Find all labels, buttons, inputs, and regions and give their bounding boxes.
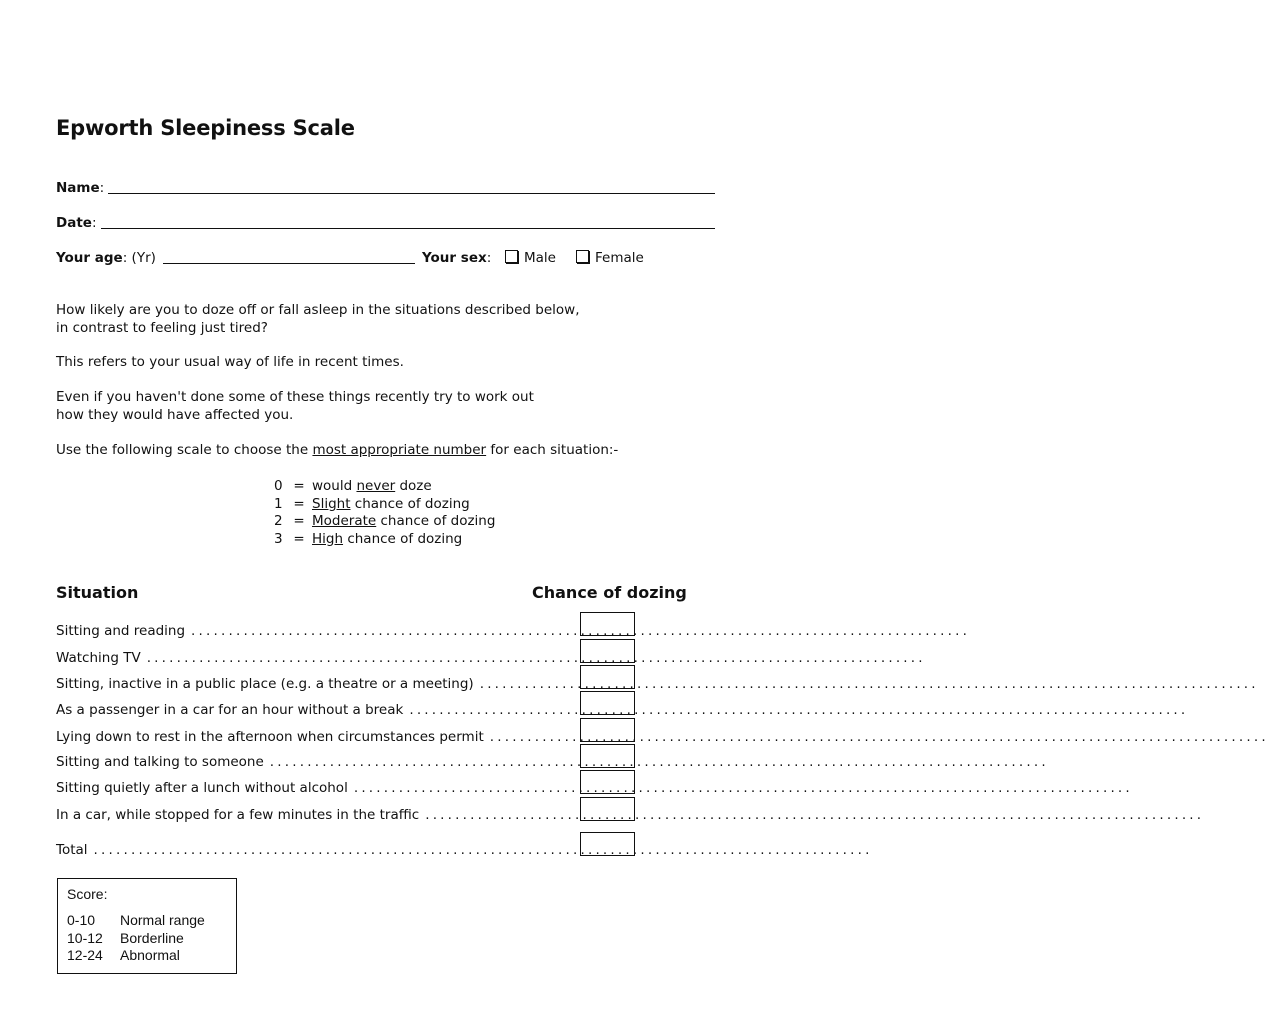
date-field[interactable] xyxy=(101,228,715,229)
scale-row: 2 = Moderate chance of dozing xyxy=(274,513,496,529)
score-range-row: 0-10 Normal range xyxy=(67,912,205,928)
score-input-box[interactable] xyxy=(580,639,635,663)
score-legend-box xyxy=(57,878,237,974)
scale-row: 0 = would never doze xyxy=(274,478,432,494)
name-field[interactable] xyxy=(108,193,715,194)
instruction-paragraph-3: Even if you haven't done some of these things recently try to work out how they would have affected you. xyxy=(56,389,534,423)
situation-header: Situation xyxy=(56,583,139,602)
situation-row: Lying down to rest in the afternoon when circumstances permit ........................................................................................................ xyxy=(56,729,1269,745)
instruction-paragraph-1: How likely are you to doze off or fall asleep in the situations described below, in contrast to feeling just tired? xyxy=(56,302,580,336)
score-input-box[interactable] xyxy=(580,797,635,821)
sex-option-female[interactable]: Female xyxy=(576,250,644,266)
age-field[interactable] xyxy=(163,263,415,264)
instruction-paragraph-4: Use the following scale to choose the most appropriate number for each situation:- xyxy=(56,442,619,458)
situation-row: Sitting and talking to someone ........................................................................................................ xyxy=(56,754,1049,770)
age-label: Your age: (Yr) xyxy=(56,250,156,266)
score-input-box[interactable] xyxy=(580,691,635,715)
score-input-box[interactable] xyxy=(580,665,635,689)
sex-label: Your sex: xyxy=(422,250,492,266)
score-range-row: 10-12 Borderline xyxy=(67,930,184,946)
scale-row: 3 = High chance of dozing xyxy=(274,530,463,547)
score-range-row: 12-24 Abnormal xyxy=(67,947,180,963)
dozing-scale xyxy=(274,478,495,548)
chance-header: Chance of dozing xyxy=(532,583,687,602)
situation-row: In a car, while stopped for a few minutes in the traffic ........................................................................................................ xyxy=(56,807,1205,823)
score-input-box[interactable] xyxy=(580,770,635,794)
page-title: Epworth Sleepiness Scale xyxy=(56,116,355,140)
scale-row: 1 = Slight chance of dozing xyxy=(274,495,470,512)
situation-row: Sitting and reading ........................................................................................................ xyxy=(56,623,971,639)
total-input-box[interactable] xyxy=(580,832,635,856)
date-label: Date: xyxy=(56,215,97,231)
female-checkbox[interactable] xyxy=(576,250,589,263)
sex-option-male[interactable]: Male xyxy=(505,250,556,266)
score-legend-title: Score: xyxy=(67,886,108,902)
total-row: Total ........................................................................................................ xyxy=(56,842,873,858)
instruction-paragraph-2: This refers to your usual way of life in recent times. xyxy=(56,354,404,370)
male-checkbox[interactable] xyxy=(505,250,518,263)
name-label: Name: xyxy=(56,180,105,196)
score-input-box[interactable] xyxy=(580,718,635,742)
situation-row: Watching TV ........................................................................................................ xyxy=(56,650,926,666)
situation-row: Sitting quietly after a lunch without alcohol ........................................................................................................ xyxy=(56,780,1133,796)
score-input-box[interactable] xyxy=(580,744,635,768)
score-input-box[interactable] xyxy=(580,612,635,636)
situation-row: Sitting, inactive in a public place (e.g. a theatre or a meeting) ........................................................................................................ xyxy=(56,676,1259,692)
situation-row: As a passenger in a car for an hour without a break ........................................................................................................ xyxy=(56,702,1189,718)
